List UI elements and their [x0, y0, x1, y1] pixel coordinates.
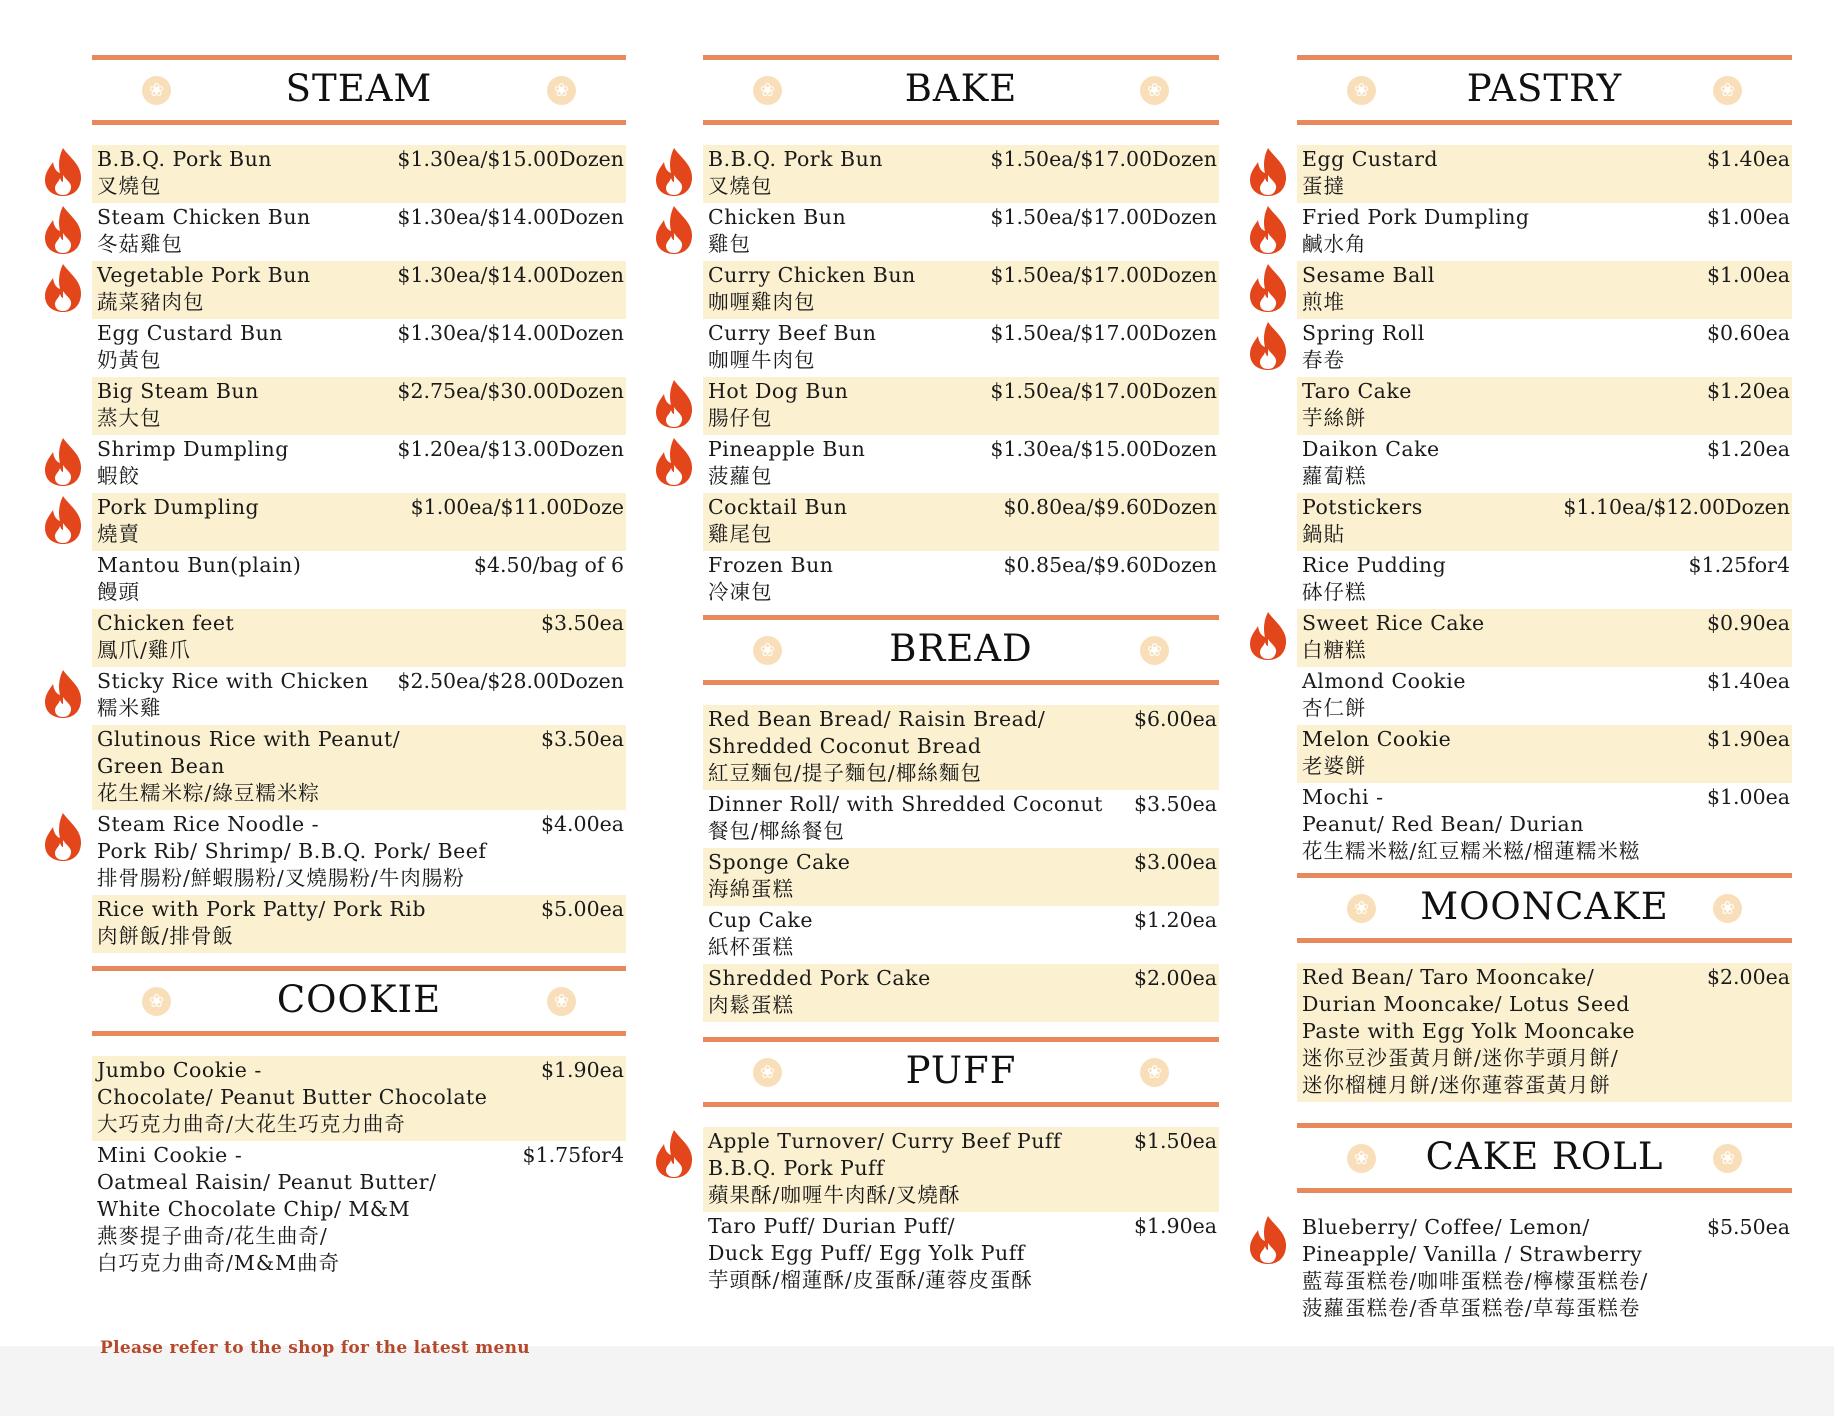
item-name: Curry Chicken Bun [708, 263, 916, 287]
item-name: Daikon Cake [1302, 437, 1440, 461]
item-price: $3.50ea [1133, 792, 1217, 816]
menu-item-daikon-cake [1297, 435, 1792, 493]
section-header [703, 615, 1219, 685]
item-chinese-name: 蝦餃 [97, 464, 140, 488]
menu-item-egg-custard [1297, 145, 1792, 203]
hot-item-flame-icon [42, 205, 84, 255]
item-price: $1.50ea/$17.00Dozen [990, 263, 1217, 287]
item-name: Egg Custard [1302, 147, 1439, 171]
item-name: Blueberry/ Coffee/ Lemon/ Pineapple/ Vanilla / Strawberry [1302, 1215, 1643, 1266]
section-bake [703, 55, 1219, 609]
item-price: $1.30ea/$14.00Dozen [397, 321, 624, 345]
item-price: $0.85ea/$9.60Dozen [1003, 553, 1217, 577]
flower-emblem-icon: ❀ [1713, 1144, 1742, 1173]
menu-item-sweet-rice-cake [1297, 609, 1792, 667]
item-chinese-name: 老婆餅 [1302, 754, 1367, 778]
item-name: Steam Rice Noodle - Pork Rib/ Shrimp/ B.B.Q. Pork/ Beef [97, 812, 487, 863]
item-price: $1.30ea/$15.00Dozen [990, 437, 1217, 461]
menu-item-red-bean-bread-raisin-bread [703, 705, 1219, 790]
menu-item-mochi [1297, 783, 1792, 868]
item-price: $1.40ea [1706, 669, 1790, 693]
item-name: Vegetable Pork Bun [97, 263, 311, 287]
item-price: $1.20ea/$13.00Dozen [397, 437, 624, 461]
item-price: $1.30ea/$14.00Dozen [397, 263, 624, 287]
section-header [92, 966, 626, 1036]
flower-emblem-icon: ❀ [1713, 76, 1742, 105]
hot-item-flame-icon [653, 379, 695, 429]
item-chinese-name: 砵仔糕 [1302, 580, 1367, 604]
menu-item-sticky-rice-with-chicken [92, 667, 626, 725]
item-chinese-name: 饅頭 [97, 580, 140, 604]
menu-item-list [1297, 1213, 1792, 1325]
item-price: $5.00ea [540, 897, 624, 921]
menu-item-cup-cake [703, 906, 1219, 964]
menu-item-rice-pudding [1297, 551, 1792, 609]
menu-item-blueberry-coffee-lemon [1297, 1213, 1792, 1325]
flower-emblem-icon: ❀ [142, 987, 171, 1016]
item-name: Steam Chicken Bun [97, 205, 311, 229]
menu-item-list [1297, 963, 1792, 1102]
flower-emblem-icon: ❀ [1347, 76, 1376, 105]
section-puff [703, 1037, 1219, 1297]
footnote: Please refer to the shop for the latest menu [100, 1338, 530, 1358]
item-chinese-name: 菠蘿包 [708, 464, 773, 488]
section-title: CAKE ROLL [1425, 1135, 1664, 1178]
item-chinese-name: 肉餅飯/排骨飯 [97, 924, 234, 948]
item-price: $1.10ea/$12.00Dozen [1563, 495, 1790, 519]
flower-emblem-icon: ❀ [1713, 894, 1742, 923]
item-name: Mantou Bun(plain) [97, 553, 302, 577]
item-price: $1.20ea [1706, 379, 1790, 403]
menu-item-list [1297, 145, 1792, 868]
hot-item-flame-icon [42, 669, 84, 719]
item-chinese-name: 奶黃包 [97, 348, 162, 372]
section-title: COOKIE [276, 978, 442, 1021]
menu-column-left [92, 55, 626, 1295]
menu-item-list [92, 145, 626, 953]
item-price: $0.60ea [1706, 321, 1790, 345]
item-chinese-name: 蘿蔔糕 [1302, 464, 1367, 488]
item-name: Chicken Bun [708, 205, 847, 229]
item-chinese-name: 蛋撻 [1302, 174, 1345, 198]
item-price: $1.25for4 [1688, 553, 1790, 577]
item-name: Cup Cake [708, 908, 813, 932]
item-name: Taro Cake [1302, 379, 1412, 403]
menu-item-potstickers [1297, 493, 1792, 551]
hot-item-flame-icon [653, 1129, 695, 1179]
section-title: BREAD [889, 627, 1033, 670]
menu-item-b-b-q-pork-bun [92, 145, 626, 203]
item-chinese-name: 糯米雞 [97, 696, 162, 720]
item-price: $0.90ea [1706, 611, 1790, 635]
item-name: Glutinous Rice with Peanut/ Green Bean [97, 727, 401, 778]
item-price: $4.00ea [540, 812, 624, 836]
flower-emblem-icon: ❀ [1347, 1144, 1376, 1173]
hot-item-flame-icon [1247, 321, 1289, 371]
flower-emblem-icon: ❀ [753, 636, 782, 665]
item-price: $0.80ea/$9.60Dozen [1003, 495, 1217, 519]
menu-item-pork-dumpling [92, 493, 626, 551]
item-name: Mochi - Peanut/ Red Bean/ Durian [1302, 785, 1584, 836]
menu-item-taro-cake [1297, 377, 1792, 435]
item-price: $1.50ea/$17.00Dozen [990, 321, 1217, 345]
item-price: $1.00ea/$11.00Doze [410, 495, 624, 519]
item-price: $3.00ea [1133, 850, 1217, 874]
menu-item-shrimp-dumpling [92, 435, 626, 493]
hot-item-flame-icon [1247, 263, 1289, 313]
item-name: Sesame Ball [1302, 263, 1435, 287]
item-name: Fried Pork Dumpling [1302, 205, 1530, 229]
item-price: $1.20ea [1133, 908, 1217, 932]
hot-item-flame-icon [653, 147, 695, 197]
section-cookie [92, 966, 626, 1280]
flower-emblem-icon: ❀ [1347, 894, 1376, 923]
item-name: Sweet Rice Cake [1302, 611, 1485, 635]
item-name: Big Steam Bun [97, 379, 259, 403]
hot-item-flame-icon [653, 205, 695, 255]
item-chinese-name: 叉燒包 [97, 174, 162, 198]
item-name: Egg Custard Bun [97, 321, 284, 345]
hot-item-flame-icon [42, 495, 84, 545]
menu-item-spring-roll [1297, 319, 1792, 377]
item-price: $1.50ea/$17.00Dozen [990, 379, 1217, 403]
item-name: Rice Pudding [1302, 553, 1447, 577]
section-title: BAKE [904, 67, 1018, 110]
item-chinese-name: 咖喱牛肉包 [708, 348, 816, 372]
item-price: $1.75for4 [522, 1143, 624, 1167]
menu-item-melon-cookie [1297, 725, 1792, 783]
menu-item-curry-beef-bun [703, 319, 1219, 377]
item-price: $2.00ea [1706, 965, 1790, 989]
item-name: B.B.Q. Pork Bun [708, 147, 883, 171]
menu-item-dinner-roll-with-shredded-coconut [703, 790, 1219, 848]
item-chinese-name: 燒賣 [97, 522, 140, 546]
item-price: $5.50ea [1706, 1215, 1790, 1239]
item-name: Pineapple Bun [708, 437, 866, 461]
menu-item-steam-rice-noodle [92, 810, 626, 895]
menu-item-curry-chicken-bun [703, 261, 1219, 319]
item-chinese-name: 鹹水角 [1302, 232, 1367, 256]
item-name: Rice with Pork Patty/ Pork Rib [97, 897, 426, 921]
item-name: Apple Turnover/ Curry Beef Puff B.B.Q. Pork Puff [708, 1129, 1062, 1180]
item-chinese-name: 紅豆麵包/提子麵包/椰絲麵包 [708, 761, 982, 785]
flower-emblem-icon: ❀ [1140, 76, 1169, 105]
item-chinese-name: 肉鬆蛋糕 [708, 993, 794, 1017]
item-chinese-name: 海綿蛋糕 [708, 877, 794, 901]
section-header [703, 55, 1219, 125]
item-price: $3.50ea [540, 611, 624, 635]
item-name: Jumbo Cookie - Chocolate/ Peanut Butter Chocolate [97, 1058, 488, 1109]
item-price: $2.50ea/$28.00Dozen [397, 669, 624, 693]
item-chinese-name: 大巧克力曲奇/大花生巧克力曲奇 [97, 1112, 406, 1136]
item-chinese-name: 杏仁餅 [1302, 696, 1367, 720]
item-name: Pork Dumpling [97, 495, 260, 519]
hot-item-flame-icon [42, 147, 84, 197]
section-title: MOONCAKE [1420, 885, 1669, 928]
item-chinese-name: 迷你豆沙蛋黃月餅/迷你芋頭月餅/ 迷你榴槤月餅/迷你蓮蓉蛋黃月餅 [1302, 1046, 1619, 1097]
section-bread [703, 615, 1219, 1022]
item-price: $2.75ea/$30.00Dozen [397, 379, 624, 403]
flower-emblem-icon: ❀ [547, 76, 576, 105]
menu-item-b-b-q-pork-bun [703, 145, 1219, 203]
item-chinese-name: 咖喱雞肉包 [708, 290, 816, 314]
item-price: $1.50ea/$17.00Dozen [990, 205, 1217, 229]
item-price: $1.50ea [1133, 1129, 1217, 1153]
menu-item-list [703, 1127, 1219, 1297]
section-steam [92, 55, 626, 953]
item-name: Red Bean/ Taro Mooncake/ Durian Mooncake/ Lotus Seed Paste with Egg Yolk Mooncake [1302, 965, 1636, 1043]
menu-item-jumbo-cookie [92, 1056, 626, 1141]
item-chinese-name: 花生糯米糍/紅豆糯米糍/榴蓮糯米糍 [1302, 839, 1641, 863]
item-chinese-name: 花生糯米粽/綠豆糯米粽 [97, 781, 320, 805]
menu-item-fried-pork-dumpling [1297, 203, 1792, 261]
item-chinese-name: 蔬菜豬肉包 [97, 290, 205, 314]
menu-item-steam-chicken-bun [92, 203, 626, 261]
item-price: $2.00ea [1133, 966, 1217, 990]
section-header [1297, 873, 1792, 943]
item-price: $1.20ea [1706, 437, 1790, 461]
item-name: B.B.Q. Pork Bun [97, 147, 272, 171]
item-price: $6.00ea [1133, 707, 1217, 731]
menu-item-shredded-pork-cake [703, 964, 1219, 1022]
item-name: Sponge Cake [708, 850, 851, 874]
menu-column-middle [703, 55, 1219, 1295]
item-price: $1.40ea [1706, 147, 1790, 171]
item-name: Shredded Pork Cake [708, 966, 931, 990]
section-header [703, 1037, 1219, 1107]
item-price: $1.30ea/$15.00Dozen [397, 147, 624, 171]
hot-item-flame-icon [1247, 205, 1289, 255]
item-price: $1.50ea/$17.00Dozen [990, 147, 1217, 171]
item-name: Sticky Rice with Chicken [97, 669, 369, 693]
section-cake-roll [1297, 1123, 1792, 1325]
menu-item-cocktail-bun [703, 493, 1219, 551]
flower-emblem-icon: ❀ [753, 76, 782, 105]
menu-item-list [92, 1056, 626, 1280]
flower-emblem-icon: ❀ [547, 987, 576, 1016]
item-price: $1.00ea [1706, 263, 1790, 287]
menu-item-sesame-ball [1297, 261, 1792, 319]
menu-item-rice-with-pork-patty-pork-rib [92, 895, 626, 953]
hot-item-flame-icon [1247, 1215, 1289, 1265]
item-chinese-name: 鳳爪/雞爪 [97, 638, 191, 662]
item-chinese-name: 冬菇雞包 [97, 232, 183, 256]
item-chinese-name: 蘋果酥/咖喱牛肉酥/叉燒酥 [708, 1183, 961, 1207]
menu-item-hot-dog-bun [703, 377, 1219, 435]
flower-emblem-icon: ❀ [1140, 1058, 1169, 1087]
item-chinese-name: 冷凍包 [708, 580, 773, 604]
item-chinese-name: 鍋貼 [1302, 522, 1345, 546]
hot-item-flame-icon [42, 263, 84, 313]
item-name: Cocktail Bun [708, 495, 848, 519]
menu-item-pineapple-bun [703, 435, 1219, 493]
item-name: Shrimp Dumpling [97, 437, 289, 461]
item-name: Chicken feet [97, 611, 235, 635]
menu-item-list [703, 705, 1219, 1022]
menu-item-sponge-cake [703, 848, 1219, 906]
item-name: Hot Dog Bun [708, 379, 849, 403]
menu-item-list [703, 145, 1219, 609]
item-name: Curry Beef Bun [708, 321, 877, 345]
flower-emblem-icon: ❀ [142, 76, 171, 105]
item-chinese-name: 紙杯蛋糕 [708, 935, 794, 959]
menu-item-glutinous-rice-with-peanut [92, 725, 626, 810]
item-name: Dinner Roll/ with Shredded Coconut [708, 792, 1103, 816]
item-price: $1.00ea [1706, 785, 1790, 809]
item-name: Mini Cookie - Oatmeal Raisin/ Peanut Butter/ White Chocolate Chip/ M&M [97, 1143, 437, 1221]
hot-item-flame-icon [1247, 611, 1289, 661]
item-chinese-name: 芋頭酥/榴蓮酥/皮蛋酥/蓮蓉皮蛋酥 [708, 1268, 1033, 1292]
item-chinese-name: 春卷 [1302, 348, 1345, 372]
section-header [92, 55, 626, 125]
item-chinese-name: 餐包/椰絲餐包 [708, 819, 845, 843]
item-price: $1.90ea [1133, 1214, 1217, 1238]
item-price: $1.30ea/$14.00Dozen [397, 205, 624, 229]
item-chinese-name: 藍莓蛋糕卷/咖啡蛋糕卷/檸檬蛋糕卷/ 菠蘿蛋糕卷/香草蛋糕卷/草莓蛋糕卷 [1302, 1269, 1649, 1320]
menu-item-almond-cookie [1297, 667, 1792, 725]
menu-column-right [1297, 55, 1792, 1320]
menu-item-apple-turnover-curry-beef-puff [703, 1127, 1219, 1212]
hot-item-flame-icon [42, 437, 84, 487]
flower-emblem-icon: ❀ [1140, 636, 1169, 665]
menu-item-vegetable-pork-bun [92, 261, 626, 319]
item-price: $1.90ea [1706, 727, 1790, 751]
menu-item-egg-custard-bun [92, 319, 626, 377]
item-name: Taro Puff/ Durian Puff/ Duck Egg Puff/ Egg Yolk Puff [708, 1214, 1025, 1265]
section-header [1297, 1123, 1792, 1193]
item-name: Potstickers [1302, 495, 1423, 519]
section-title: STEAM [285, 67, 433, 110]
item-chinese-name: 煎堆 [1302, 290, 1345, 314]
section-mooncake [1297, 873, 1792, 1102]
menu-item-mantou-bun-plain [92, 551, 626, 609]
item-name: Almond Cookie [1302, 669, 1466, 693]
menu-item-red-bean-taro-mooncake [1297, 963, 1792, 1102]
menu-item-chicken-feet [92, 609, 626, 667]
item-chinese-name: 排骨腸粉/鮮蝦腸粉/叉燒腸粉/牛肉腸粉 [97, 866, 465, 890]
section-pastry [1297, 55, 1792, 868]
menu-item-chicken-bun [703, 203, 1219, 261]
menu-item-taro-puff-durian-puff [703, 1212, 1219, 1297]
item-price: $1.00ea [1706, 205, 1790, 229]
item-name: Red Bean Bread/ Raisin Bread/ Shredded Coconut Bread [708, 707, 1046, 758]
menu-item-mini-cookie [92, 1141, 626, 1280]
item-chinese-name: 雞包 [708, 232, 751, 256]
item-price: $3.50ea [540, 727, 624, 751]
item-chinese-name: 白糖糕 [1302, 638, 1367, 662]
section-header [1297, 55, 1792, 125]
hot-item-flame-icon [1247, 147, 1289, 197]
menu-item-frozen-bun [703, 551, 1219, 609]
item-chinese-name: 腸仔包 [708, 406, 773, 430]
item-chinese-name: 蒸大包 [97, 406, 162, 430]
item-name: Spring Roll [1302, 321, 1425, 345]
item-chinese-name: 芋絲餅 [1302, 406, 1367, 430]
hot-item-flame-icon [653, 437, 695, 487]
menu-item-big-steam-bun [92, 377, 626, 435]
section-title: PUFF [905, 1049, 1017, 1092]
item-name: Frozen Bun [708, 553, 834, 577]
hot-item-flame-icon [42, 812, 84, 862]
item-chinese-name: 雞尾包 [708, 522, 773, 546]
item-price: $4.50/bag of 6 [473, 553, 624, 577]
item-name: Melon Cookie [1302, 727, 1452, 751]
item-chinese-name: 叉燒包 [708, 174, 773, 198]
flower-emblem-icon: ❀ [753, 1058, 782, 1087]
section-title: PASTRY [1466, 67, 1623, 110]
item-chinese-name: 燕麥提子曲奇/花生曲奇/ 白巧克力曲奇/M&M曲奇 [97, 1224, 341, 1275]
item-price: $1.90ea [540, 1058, 624, 1082]
